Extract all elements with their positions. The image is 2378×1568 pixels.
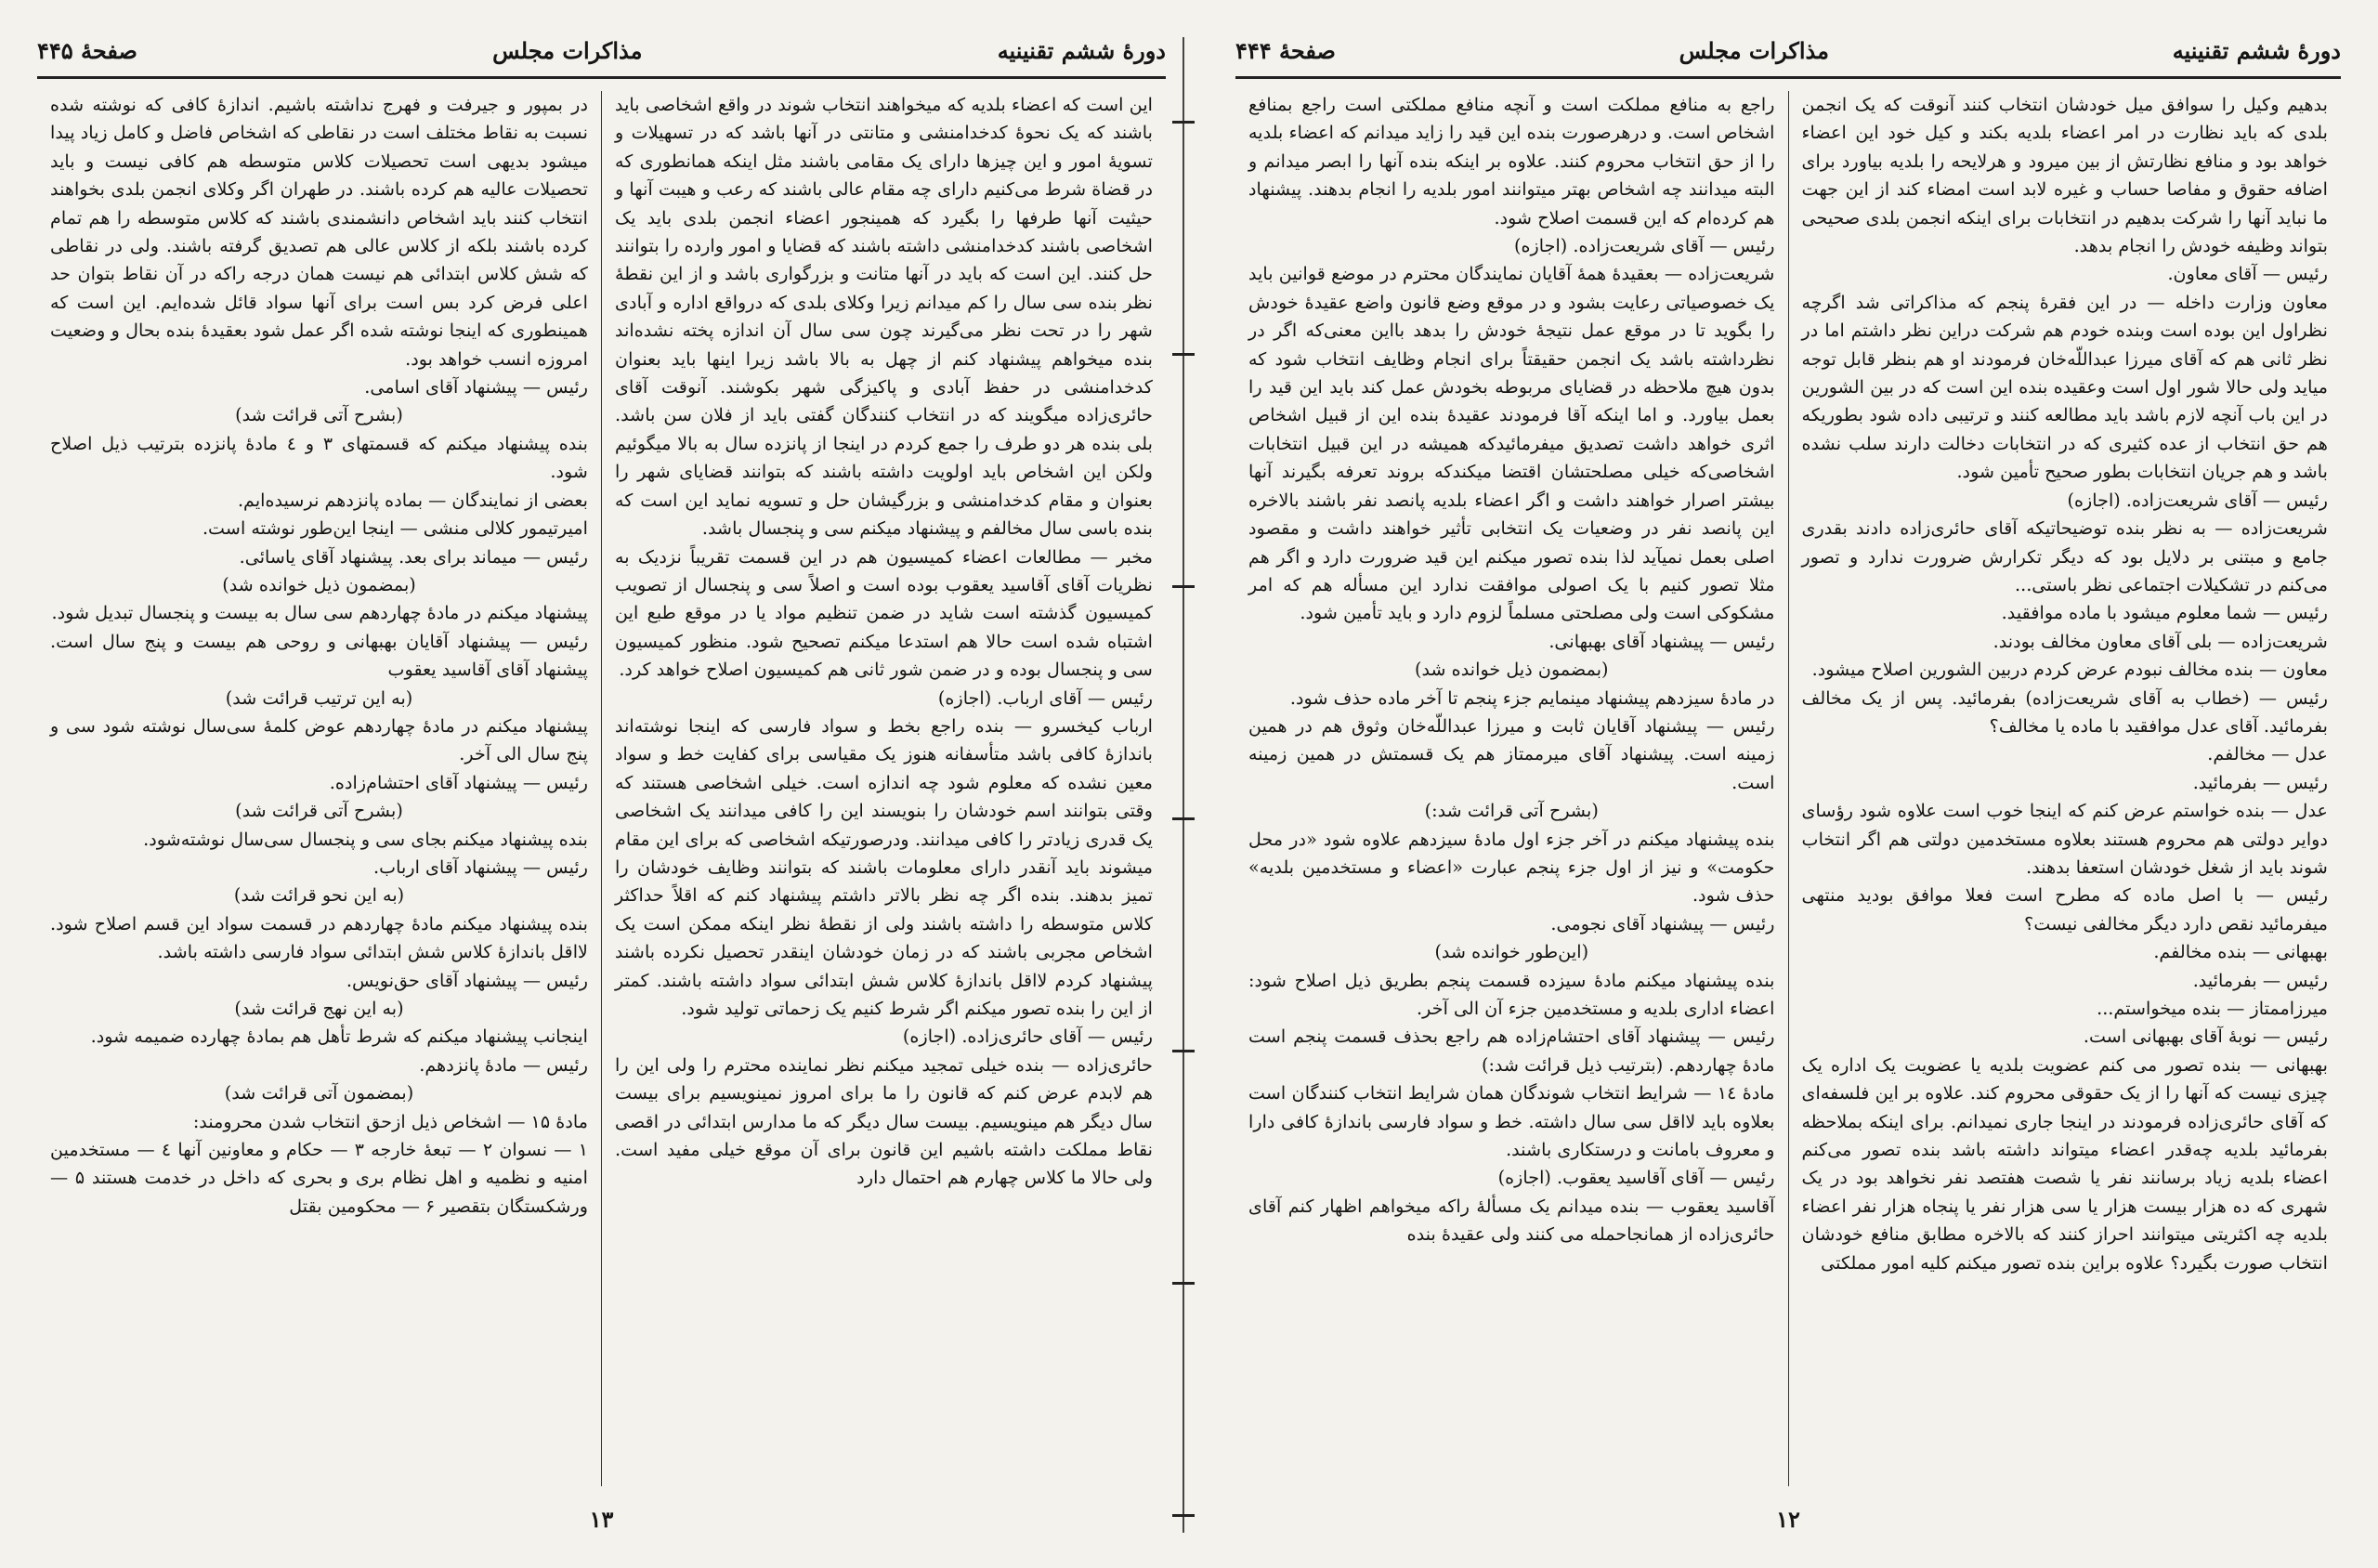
paragraph: رئیس — پیشنهاد آقای ارباب. xyxy=(372,856,588,878)
paragraph: اینجانب پیشنهاد میکنم که شرط تأهل هم بمادهٔ چهارده ضمیمه شود. xyxy=(90,1026,588,1048)
paragraph: شریعت‌زاده — بلی آقای معاون مخالف بودند. xyxy=(1993,630,2328,652)
journal-title: مذاکرات مجلس xyxy=(1679,36,1829,64)
paragraph: رئیس — آقای معاون. xyxy=(2167,263,2328,285)
gutter-mark xyxy=(1172,585,1195,588)
paragraph: معاون — بنده مخالف نبودم عرض کردم دربین الشورین اصلاح میشود. xyxy=(1811,659,2328,681)
paragraph: شریعت‌زاده — به نظر بنده توضیحاتیکه آقای حائری‌زاده دادند بقدری جامع و مبتنی بر دلایل بود که دیگر تکرارش ضرورت ندارد و تصور می‌کنم در تشکیلات اجتماعی نظر باستی... xyxy=(1801,517,2328,595)
paragraph: مادهٔ ١٤ — شرایط انتخاب شوندگان همان شرایط انتخاب کنندگان است بعلاوه باید لااقل سی سال داشته. خط و سواد فارسی باندازهٔ کافی دارا و معروف بامانت و درستکاری باشند. xyxy=(1248,1082,1775,1161)
paragraph: رئیس — مادهٔ پانزدهم. xyxy=(419,1053,588,1076)
paragraph: این است که اعضاء بلدیه که میخواهند انتخاب شوند در واقع اشخاصی باید باشند که یک نحوهٔ کدخدامنشی و متانتی در آنها باشد که در تسهیلات و تسویهٔ امور و این چیزها دارای یک مقامی باشند مثل اینکه همانطوری که در قضاة شرط می‌کنیم دارای چه مقام عالی باشند که رعب و هیبت آنها و حیثیت آنها طرفها را بگیرد که همینجور اعضاء انجمن بلدی باید یک اشخاصی باشند کدخدامنشی داشته باشند که قضایا و امور وارده را بتوانند حل کنند. این است که باید در آنها متانت و بزرگواری باشد و از این نقطهٔ نظر بنده سی سال را کم میدانم زیرا وکلای بلدی که درواقع اداره و آبادی شهر را در تحت نظر می‌گیرند چون سی سال آن اندازه پخته نشده‌اند بنده میخواهم پیشنهاد کنم از چهل به بالا باشد زیرا اینها باید بعنوان کدخدامنشی در حفظ آبادی و پاکیزگی شهر بکوشند. آنوقت آقای حائری‌زاده میگویند که در انتخاب کنندگان گفتی باید از فلان سن باشد. بلی بنده هر دو طرف را جمع کردم در اینجا از پانزده سال به بالا میگوئیم ولکن این اشخاص باید اولویت داشته باشند که بتوانند قضایای شهر را بعنوان و مقام کدخدامنشی و بزرگیشان حل و تسویه نماید این است که بنده باسی سال مخالفم و پیشنهاد میکنم سی و پنجسال باشد. xyxy=(615,94,1153,540)
paragraph: عدل — مخالفم. xyxy=(2207,743,2328,765)
paragraph: امیرتیمور کلالی منشی — اینجا این‌طور نوشته است. xyxy=(202,517,588,540)
paragraph: شریعت‌زاده — بعقیدهٔ همهٔ آقایان نمایندگان محترم در موضع قوانین باید یک خصوصیاتی رعایت بشود و در موقع وضع قانون واضع عقیدهٔ خودش را بگوید تا در موقع عمل نتیجهٔ خودش را بدهد بااین معنی‌که اگر در نظرداشته باشد یک انجمن حقیقتاً برای انجام وظایف انتخاب شود که بدون هیچ ملاحظه در قضایای مربوطه بخودش عمل کند باید این قید را بعمل بیاورد. و اما اینکه آقا فرمودند عقیدهٔ بنده این از قبیل اشخاص اثری خواهد داشت تصدیق میفرمائید‌که همیشه در این قبیل انتخابات اشخاصی‌که خیلی مصلحتشان اقتضا میکند‌که بروند تعرفه بگیرند آنها بیشتر اصرار خواهند داشت و اگر اعضاء بلدیه پانصد نفر باشند بالاخره این پانصد نفر در وضعیات یک انتخابی تأثیر خواهند داشت و مقصود اصلی بعمل نمیآید لذا بنده تصور میکنم این قید ضرورت دارد و اگر هم مثلا تصور کنیم با یک اصولی موافقت ندارد این مسأله هم که امر مشکوکی است ولی مصلحتی مسلماً لزوم دارد و باید تأمین شود. xyxy=(1248,263,1775,624)
paragraph: رئیس — آقای شریعت‌زاده. (اجازه) xyxy=(1513,235,1775,257)
paragraph: رئیس — آقای ارباب. (اجازه) xyxy=(937,686,1153,709)
page-label: صفحهٔ ۴۴۴ xyxy=(1235,36,1336,64)
paragraph: بنده پیشنهاد میکنم مادهٔ سیزده قسمت پنجم بطریق ذیل اصلاح شود: اعضاء اداری بلدیه و مستخدمین جزء آن الی آخر. xyxy=(1248,969,1775,1019)
paragraph: رئیس — پیشنهاد آقای بهبهانی. xyxy=(1548,630,1775,652)
paragraph: (به این نحو قرائت شد) xyxy=(233,884,405,907)
gutter-mark xyxy=(1172,817,1195,820)
paragraph: (به این نهج قرائت شد) xyxy=(234,998,404,1019)
gutter-mark xyxy=(1172,121,1195,124)
page-label: صفحهٔ ۴۴۵ xyxy=(37,36,137,64)
paragraph: بعضی از نمایندگان — بماده پانزدهم نرسیده‌ایم. xyxy=(237,489,588,511)
paragraph: بدهیم وکیل را سوافق میل خودشان انتخاب کنند آنوقت که یک انجمن بلدی که باید نظارت در امر اعضاء بلدیه بکند و کیل خود این اعضاء خواهد بود و منافع نظارتش از بین میرود و هرلایحه را بلدیه بیاورد برای اضافه حقوق و مفاصا حساب و غیره لابد است امضاء کند از این جهت ما نباید آنها را شرکت بدهیم در انتخابات برای اینکه انجمن بلدی صحیحی بتواند وظیفه خودش را انجام بدهد. xyxy=(1801,94,2328,257)
page-header xyxy=(37,28,1166,72)
paragraph: (بمضمون ذیل خوانده شد) xyxy=(1414,659,1609,681)
paragraph: رئیس — پیشنهاد آقایان بهبهانی و روحی هم بیست و پنج سال است. پیشنهاد آقای آقاسید یعقوب xyxy=(50,630,588,681)
paragraph: (بشرح آتی قرائت شد) xyxy=(235,800,403,822)
paragraph: آقاسید یعقوب — بنده میدانم یک مسألهٔ راکه میخواهم اظهار کنم آقای حائری‌زاده از همانجاحمله می کنند ولی عقیدهٔ بنده xyxy=(1248,1195,1775,1246)
paragraph: پیشنهاد میکنم در مادهٔ چهاردهم سی سال به بیست و پنجسال تبدیل شود. xyxy=(51,602,588,624)
paragraph: (این‌طور خوانده شد) xyxy=(1434,941,1589,963)
paragraph: رئیس — آقای شریعت‌زاده. (اجازه) xyxy=(2067,489,2328,511)
paragraph: (بمضمون ذیل خوانده شد) xyxy=(222,573,416,595)
session-label: دورهٔ ششم تقنینیه xyxy=(997,36,1166,64)
paragraph: رئیس — پیشنهاد آقای احتشام‌زاده هم راجع بحذف قسمت پنجم است مادهٔ چهاردهم. (بترتیب ذیل قرائت شد:) xyxy=(1248,1026,1775,1076)
paragraph: بنده پیشنهاد میکنم بجای سی و پنجسال سی‌سال نوشته‌شود. xyxy=(143,828,588,850)
paragraph: رئیس — آقای آقاسید یعقوب. (اجازه) xyxy=(1497,1167,1775,1189)
binding-gutter xyxy=(1182,37,1184,1533)
text-columns xyxy=(37,91,1166,1486)
paragraph: حائری‌زاده — بنده خیلی تمجید میکنم نظر نماینده محترم را ولی این را هم لابدم عرض کنم که قانون را ما برای امروز نمینویسیم برای بیست سال دیگر هم مینویسیم. بیست سال دیگر که ما مدارس ابتدائی در اقصی نقاط مملکت داشته باشیم این قانون برای آن موقع خیلی مفید است. ولی حالا ما کلاس چهارم هم احتمال دارد xyxy=(615,1053,1153,1189)
session-label: دورهٔ ششم تقنینیه xyxy=(2172,36,2341,64)
page-header xyxy=(1235,28,2341,72)
paragraph: ۱ — نسوان ۲ — تبعهٔ خارجه ۳ — حکام و معاونین آنها ٤ — مستخدمین امنیه و نظمیه و اهل نظام بری و بحری که داخل در خدمت هستند ۵ — ورشکستگان بتقصیر ۶ — محکومین بقتل xyxy=(50,1139,588,1217)
gutter-mark xyxy=(1172,353,1195,356)
text-column-left xyxy=(37,91,601,1486)
paragraph: رئیس — پیشنهاد آقایان ثابت و میرزا عبداللّه‌خان وثوق هم در همین زمینه است. پیشنهاد آقای میرممتاز هم یک قسمتش در همین زمینه است. xyxy=(1248,714,1775,793)
text-column-right xyxy=(602,91,1166,1486)
paragraph: (بشرح آتی قرائت شد) xyxy=(235,404,403,426)
text-column-left xyxy=(1235,91,1788,1486)
text-columns xyxy=(1235,91,2341,1486)
paragraph: مادهٔ ۱۵ — اشخاص ذیل ازحق انتخاب شدن محرومند: xyxy=(192,1110,588,1132)
paragraph: رئیس — شما معلوم میشود با ماده موافقید. xyxy=(2001,602,2328,624)
header-rule xyxy=(1235,76,2341,79)
paragraph: رئیس — پیشنهاد آقای حق‌نویس. xyxy=(346,969,588,991)
right-page xyxy=(1235,28,2341,1542)
gutter-mark xyxy=(1172,1050,1195,1052)
header-rule xyxy=(37,76,1166,79)
paragraph: معاون وزارت داخله — در این فقرهٔ پنجم که مذاکراتی شد اگرچه نظراول این بوده است وبنده خودم هم شرکت دراین نظر داشتم اما در نظر ثانی هم که آقای میرزا عبداللّه‌خان فرمودند او هم بنظر قابل توجه میاید ولی حالا شور اول است وعقیده بنده این است که در بین الشورین در این باب آنچه لازم باشد باید مطالعه کنند و ترتیبی داده شود بطوریکه هم حق انتخاب از عده کثیری که در انتخابات دخالت دارند سلب نشده باشد و هم جریان انتخابات بطور صحیح تأمین شود. xyxy=(1801,291,2328,483)
gutter-mark xyxy=(1172,1514,1195,1517)
text-column-right xyxy=(1789,91,2342,1486)
gutter-mark xyxy=(1172,1282,1195,1285)
paragraph: رئیس — میماند برای بعد. پیشنهاد آقای یاسائی. xyxy=(239,545,588,568)
paragraph: رئیس — پیشنهاد آقای احتشام‌زاده. xyxy=(329,771,588,793)
paragraph: بنده پیشنهاد میکنم که قسمتهای ۳ و ٤ مادهٔ پانزده بترتیب ذیل اصلاح شود. xyxy=(50,432,588,483)
paragraph: مخبر — مطالعات اعضاء کمیسیون هم در این قسمت تقریباً نزدیک به نظریات آقای آقاسید یعقوب بوده است و اصلاً سی و پنجسال از تصویب کمیسیون گذشته است شاید در ضمن تنظیم مواد یا در موقع طبع این اشتباه شده است حالا هم استدعا میکنم تصحیح شود. منظور کمیسیون سی و پنجسال بوده و در ضمن شور ثانی هم کمیسیون اصلاح خواهد کرد. xyxy=(615,545,1153,681)
paragraph: رئیس — پیشنهاد آقای نجومی. xyxy=(1550,912,1775,934)
paragraph: در بمپور و جیرفت و فهرج نداشته باشیم. اندازهٔ کافی که نوشته شده نسبت به نقاط مختلف است در نقاطی که اشخاص فاضل و کامل زیاد پیدا میشود بدیهی است تحصیلات کلاس متوسطه هم کافی نیست و باید تحصیلات عالیه هم کرده باشند. در طهران اگر وکلای انجمن بلدی بخواهند انتخاب کنند باید اشخاص دانشمندی باشند که کلاس متوسطه را هم تمام کرده باشند بلکه از کلاس عالی هم تصدیق گرفته باشند. ولی در نقاطی که شش کلاس ابتدائی هم نیست همان درجه راکه در آن نقاط بتوان حد اعلی فرض کرد بس است برای آنها سواد قائل شده‌ایم. این است که همینطوری که اینجا نوشته شده اگر عمل شود بعقیدهٔ بنده بحال و وضعیت امروزه انسب خواهد بود. xyxy=(50,94,588,370)
paragraph: (به این ترتیب قرائت شد) xyxy=(225,686,413,709)
page-number: ۱۳ xyxy=(589,1506,614,1533)
left-page xyxy=(37,28,1166,1542)
paragraph: راجع به منافع مملکت است و آنچه منافع مملکتی است راجع بمنافع اشخاص است. و درهرصورت بنده این قید را زاید میدانم که اعضاء بلدیه را از حق انتخاب محروم کنند. علاوه بر اینکه بنده آنها را ابصر میدانم و البته میدانند چه اشخاص بهتر میتوانند امور بلدیه را انجام بدهند. پیشنهاد هم کرده‌ام که این قسمت اصلاح شود. xyxy=(1248,94,1775,229)
paragraph: رئیس — پیشنهاد آقای اسامی. xyxy=(364,376,588,399)
paragraph: بهبهانی — بنده تصور می کنم عضویت بلدیه یا عضویت یک اداره یک چیزی نیست که آنها را از یک حقوقی محروم کند. علاوه بر این فلسفه‌ای که آقای حائری‌زاده فرمودند در اینجا جاری نمیدانم. برای اینکه بملاحظه بفرمائید بلدیه چه‌قدر اعضاء میتواند داشته باشد بنده تصور می‌کنم اعضاء بلدیه زیاد برسانند نفر یا شصت هفتصد نفر نخواهد بود در یک شهری که ده هزار بیست هزار یا سی هزار نفر یا پنجاه هزار نفر اعضاء بلدیه چه اکثریتی میتوانند احراز کنند که بالاخره مطابق منافع خودشان انتخاب صورت بگیرد؟ علاوه براین بنده تصور میکنم کلیه امور مملکتی xyxy=(1801,1053,2328,1274)
paragraph: میرزاممتاز — بنده میخواستم... xyxy=(2097,998,2328,1019)
paragraph: رئیس — (خطاب به آقای شریعت‌زاده) بفرمائید. پس از یک مخالف بفرمائید. آقای عدل موافقید با ماده یا مخالف؟ xyxy=(1801,686,2328,737)
paragraph: بنده پیشنهاد میکنم در آخر جزء اول مادهٔ سیزدهم علاوه شود «در محل حکومت» و نیز از اول جزء پنجم عبارت «اعضاء و مستخدمین بلدیه» حذف شود. xyxy=(1248,828,1775,907)
paragraph: رئیس — آقای حائری‌زاده. (اجازه) xyxy=(902,1026,1153,1048)
journal-title: مذاکرات مجلس xyxy=(492,36,643,64)
paragraph: ارباب کیخسرو — بنده راجع بخط و سواد فارسی که اینجا نوشته‌اند باندازهٔ کافی باشد متأسفانه هنوز یک مقیاسی برای کفایت خط و سواد معین نشده که معلوم شود چه اندازه است. خیلی اشخاصی هستند که وقتی بتوانند اسم خودشان را بنویسند این را کافی میدانند یک اشخاصی یک قدری زیادتر را کافی میدانند. ودرصورتیکه اشخاصی که برای این مقام میشوند باید آنقدر دارای معلومات باشند که بتوانند وظایف خودشان را تمیز بدهند. بنده اگر چه نظر بالاتر داشتم پیشنهاد کنم که اقلاً حداکثر کلاس متوسطه را داشته باشند ولی از نقطهٔ نظر اینکه ممکن است یک اشخاص مجربی باشند که در زمان خودشان اینقدر تحصیل نکرده باشند پیشنهاد کردم لااقل باندازهٔ کلاس شش ابتدائی سواد داشته باشند. کمتر از این را بنده تصور میکنم اگر شرط کنیم یک زحماتی تولید شود. xyxy=(615,714,1153,1019)
paragraph: (بشرح آتی قرائت شد:) xyxy=(1424,800,1599,822)
paragraph: در مادهٔ سیزدهم پیشنهاد مینمایم جزء پنجم تا آخر ماده حذف شود. xyxy=(1289,686,1775,709)
paragraph: رئیس — بفرمائید. xyxy=(2192,771,2328,793)
paragraph: پیشنهاد میکنم در مادهٔ چهاردهم عوض کلمهٔ سی‌سال نوشته شود سی و پنج سال الی آخر. xyxy=(50,714,588,765)
paragraph: رئیس — بفرمائید. xyxy=(2192,969,2328,991)
paragraph: بهبهانی — بنده مخالفم. xyxy=(2153,941,2328,963)
paragraph: (بمضمون آتی قرائت شد) xyxy=(224,1082,414,1104)
page-number: ۱۲ xyxy=(1776,1506,1800,1533)
paragraph: بنده پیشنهاد میکنم مادهٔ چهاردهم در قسمت سواد این قسم اصلاح شود. لااقل باندازهٔ کلاس شش ابتدائی سواد فارسی داشته باشد. xyxy=(50,912,588,963)
paragraph: عدل — بنده خواستم عرض کنم که اینجا خوب است علاوه شود رؤسای دوایر دولتی هم محروم هستند بعلاوه مستخدمین دولتی هم اگر انتخاب شوند باید از شغل خودشان استعفا بدهند. xyxy=(1801,800,2328,878)
paragraph: رئیس — با اصل ماده که مطرح است فعلا موافق بودید منتهی میفرمائید نقص دارد دیگر مخالفی نیست؟ xyxy=(1801,884,2328,934)
paragraph: رئیس — نوبهٔ آقای بهبهانی است. xyxy=(2083,1026,2328,1048)
